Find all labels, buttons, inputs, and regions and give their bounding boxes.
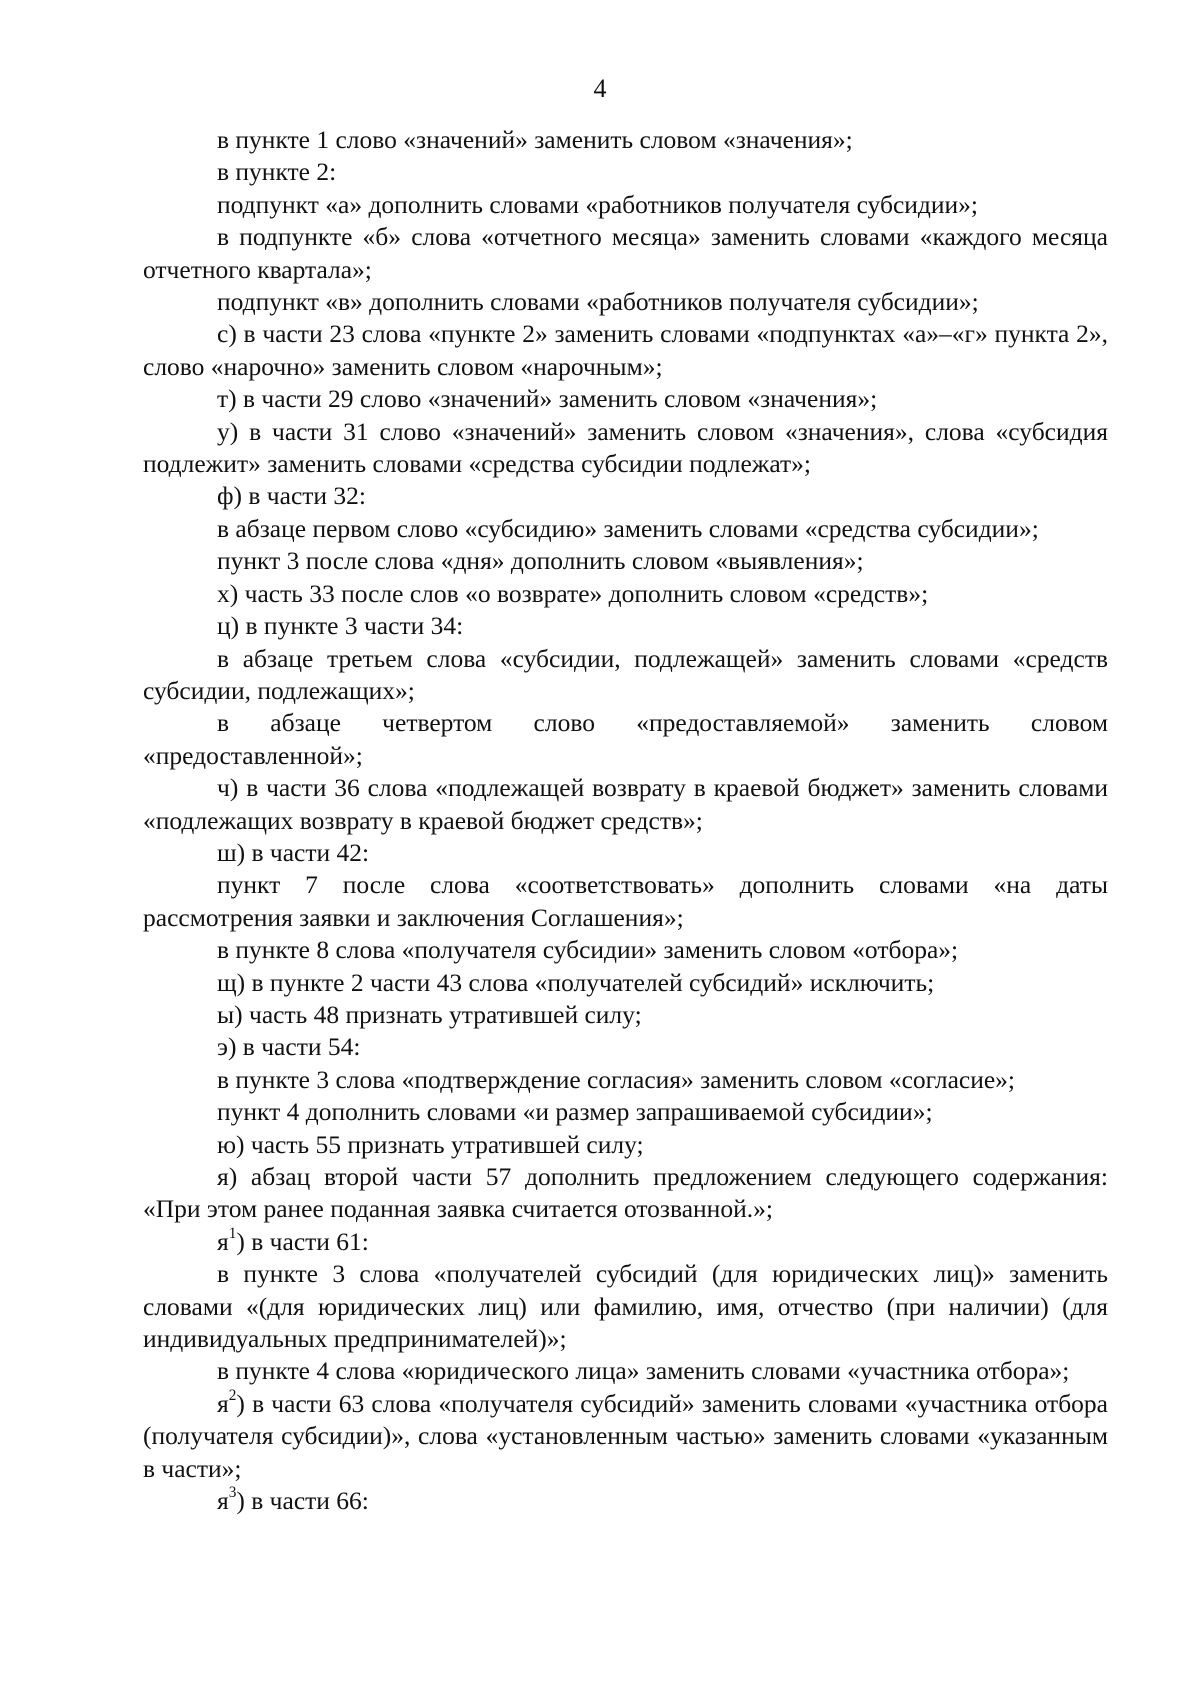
paragraph-text: х) часть 33 после слов «о возврате» дополнить словом «средств»; <box>217 578 929 608</box>
document-paragraph <box>143 1355 1108 1387</box>
item-letter: я <box>217 1486 229 1516</box>
document-paragraph <box>143 967 1108 999</box>
document-paragraph <box>143 383 1108 415</box>
document-paragraph <box>143 1031 1108 1063</box>
document-paragraph <box>143 610 1108 642</box>
paragraph-text: в пункте 8 слова «получателя субсидии» заменить словом «отбора»; <box>217 935 959 965</box>
paragraph-text: ф) в части 32: <box>217 481 367 511</box>
document-paragraph <box>143 1064 1108 1096</box>
paragraph-text: ) в части 61: <box>236 1226 369 1256</box>
paragraph-text: в пункте 2: <box>217 157 337 187</box>
paragraph-text: пункт 3 после слова «дня» дополнить словом «выявления»; <box>217 546 864 576</box>
paragraph-text: у) в части 31 слово «значений» заменить словом «значения», слова «субсидия подлежит» заменить словами «средства субсидии подлежат»; <box>143 416 1108 479</box>
document-paragraph <box>143 999 1108 1031</box>
item-superscript: 1 <box>228 1225 237 1243</box>
document-paragraph <box>143 480 1108 512</box>
paragraph-text: ) в части 66: <box>236 1486 369 1516</box>
document-paragraph <box>143 643 1108 708</box>
document-paragraph <box>143 416 1108 481</box>
paragraph-text: щ) в пункте 2 части 43 слова «получателей субсидий» исключить; <box>217 967 935 997</box>
document-paragraph <box>143 156 1108 188</box>
paragraph-text: ю) часть 55 признать утратившей силу; <box>217 1129 644 1159</box>
document-paragraph <box>143 772 1108 837</box>
document-paragraph <box>143 869 1108 934</box>
paragraph-text: в пункте 1 слово «значений» заменить словом «значения»; <box>217 125 853 154</box>
item-letter: я <box>217 1388 229 1418</box>
paragraph-text: пункт 4 дополнить словами «и размер запрашиваемой субсидии»; <box>217 1097 933 1127</box>
document-paragraph <box>143 286 1108 318</box>
document-paragraph <box>143 318 1108 383</box>
document-paragraph <box>143 221 1108 286</box>
paragraph-text: э) в части 54: <box>217 1032 361 1062</box>
document-paragraph <box>143 1129 1108 1161</box>
paragraph-text: т) в части 29 слово «значений» заменить словом «значения»; <box>217 384 878 414</box>
paragraph-text: ц) в пункте 3 части 34: <box>217 611 464 641</box>
paragraph-text: с) в части 23 слова «пункте 2» заменить словами «подпунктах «а»–«г» пункта 2», слово «нарочно» заменить словом «нарочным»; <box>143 319 1108 381</box>
document-paragraph <box>143 189 1108 221</box>
page-number: 4 <box>593 74 607 103</box>
paragraph-text: в пункте 3 слова «получателей субсидий (для юридических лиц)» заменить словами «(для юридических лиц) или фамилию, имя, отчество (при наличии) (для индивидуальных предпринимателей)»; <box>143 1259 1108 1354</box>
document-paragraph <box>143 513 1108 545</box>
document-paragraph <box>143 837 1108 869</box>
paragraph-text: я) абзац второй части 57 дополнить предложением следующего содержания: «При этом ранее поданная заявка считается отозванной.»; <box>143 1162 1108 1224</box>
document-paragraph <box>143 1485 1108 1517</box>
paragraph-text: подпункт «а» дополнить словами «работников получателя субсидии»; <box>217 189 979 219</box>
paragraph-text: в пункте 3 слова «подтверждение согласия» заменить словом «согласие»; <box>217 1064 1016 1094</box>
document-paragraph <box>143 545 1108 577</box>
document-paragraph <box>143 1226 1108 1258</box>
paragraph-text: ы) часть 48 признать утратившей силу; <box>217 999 642 1029</box>
document-paragraph <box>143 707 1108 772</box>
document-paragraph <box>143 1161 1108 1226</box>
document-paragraph <box>143 1388 1108 1485</box>
item-superscript: 3 <box>228 1484 237 1502</box>
paragraph-text: в пункте 4 слова «юридического лица» заменить словами «участника отбора»; <box>217 1356 1070 1386</box>
paragraph-text: подпункт «в» дополнить словами «работников получателя субсидии»; <box>217 287 979 317</box>
paragraph-text: пункт 7 после слова «соответствовать» дополнить словами «на даты рассмотрения заявки и заключения Соглашения»; <box>143 870 1108 932</box>
paragraph-text: в подпункте «б» слова «отчетного месяца» заменить словами «каждого месяца отчетного квартала»; <box>143 222 1108 284</box>
paragraph-text: в абзаце четвертом слово «предоставляемой» заменить словом «предоставленной»; <box>143 708 1108 770</box>
paragraph-text: ш) в части 42: <box>217 837 370 867</box>
document-body <box>143 124 1108 1517</box>
paragraph-text: ч) в части 36 слова «подлежащей возврату в краевой бюджет» заменить словами «подлежащих возврату в краевой бюджет средств»; <box>143 773 1108 835</box>
item-superscript: 2 <box>228 1387 237 1405</box>
paragraph-text: в абзаце третьем слова «субсидии, подлежащей» заменить словами «средств субсидии, подлежащих»; <box>143 643 1108 705</box>
item-letter: я <box>217 1226 229 1256</box>
paragraph-text: ) в части 63 слова «получателя субсидий» заменить словами «участника отбора (получателя субсидии)», слова «установленным частью» заменить словами «указанным в части»; <box>143 1388 1108 1483</box>
document-paragraph <box>143 1258 1108 1355</box>
document-paragraph <box>143 578 1108 610</box>
document-paragraph <box>143 1096 1108 1128</box>
document-paragraph <box>143 934 1108 966</box>
paragraph-text: в абзаце первом слово «субсидию» заменить словами «средства субсидии»; <box>217 513 1039 543</box>
document-paragraph <box>143 124 1108 156</box>
